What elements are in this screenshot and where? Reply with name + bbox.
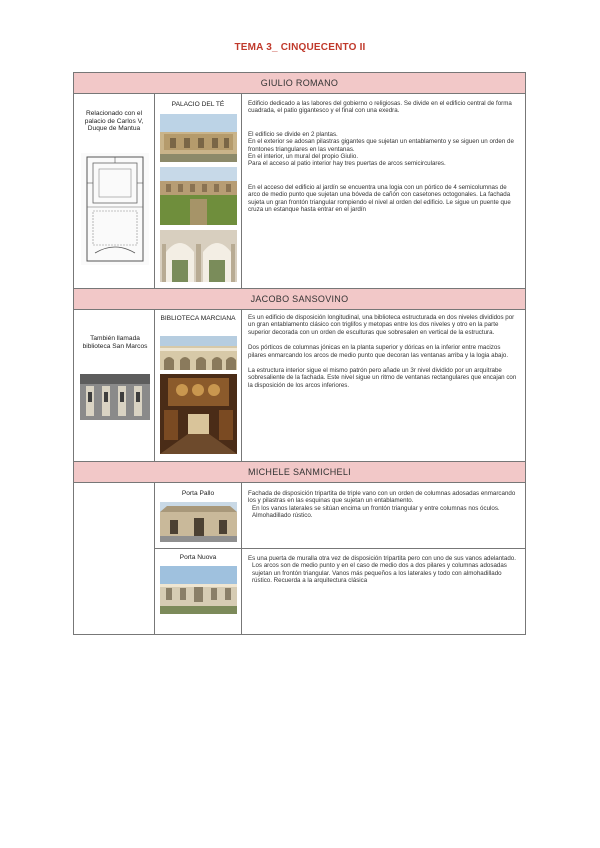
section-header-giulio-romano: GIULIO ROMANO [73, 72, 526, 94]
floor-plan-image [81, 153, 149, 265]
paragraph-porta-nuova-1: Es una puerta de muralla otra vez de disposición tripartita pero con uno de sus vanos adelantado. [248, 555, 516, 562]
courtyard-photo [160, 114, 237, 162]
paragraph-marciana-3: La estructura interior sigue el mismo patrón pero añade un 3r nivel dividido por un arquitrabe sobresaliente de la fachada. Este nivel sigue un ritmo de ventanas rectangulares que encajan con la disposición de los arcos inferiores. [248, 367, 517, 389]
library-interior-photo [160, 374, 237, 454]
paragraph-te-3: En el exterior se adosan pilastras gigantes que sujetan un entablamento y se siguen un orden de frontones triangulares en las ventanas. [248, 138, 514, 153]
building-porta-nuova: Porta Nuova [179, 554, 217, 561]
building-photo [80, 374, 150, 420]
building-porta-pallo: Porta Pallo [181, 490, 215, 497]
side-note-sansovino: También llamada biblioteca San Marcos [82, 335, 148, 350]
paragraph-porta-pallo-1: Fachada de disposición tripartita de triple vano con un orden de columnas adosadas enmarcando los y pilastras en las esquinas que sujetan un entablamento. [248, 490, 516, 505]
building-palacio-del-te: PALACIO DEL TÉ [171, 101, 225, 108]
paragraph-porta-nuova-2: Los arcos son de medio punto y en el caso de medio dos a dos pilares y columnas adosadas sujetan un frontón triangular. Vanos más pequeños a los laterales y todo con almohadillado rústico. Recuerda a la arquitectura clásica [252, 562, 507, 585]
document-title: TEMA 3_ CINQUECENTO II [234, 42, 366, 53]
paragraph-te-2: El edificio se divide en 2 plantas. [248, 130, 338, 138]
gate-photo [160, 502, 237, 542]
section-header-michele-sanmicheli: MICHELE SANMICHELI [73, 461, 526, 483]
building-biblioteca-marciana: BIBLIOTECA MARCIANA [160, 315, 236, 322]
garden-photo [160, 167, 237, 225]
side-note-giulio: Relacionado con el palacio de Carlos V, Duque de Mantua [84, 110, 144, 133]
paragraph-te-1: Edificio dedicado a las labores del gobierno o religiosas. Se divide en el edificio central de forma cuadrada, el patio gigantesco y el final con una exedra. [248, 100, 512, 115]
paragraph-porta-pallo-2: En los vanos laterales se sitúan encima un frontón triangular y entre columnas nos óculos. Almohadillado rústico. [252, 504, 500, 520]
section-header-jacobo-sansovino: JACOBO SANSOVINO [73, 288, 526, 310]
gate-photo [160, 566, 237, 614]
paragraph-te-5: Para el acceso al patio interior hay tres puertas de arcos semicirculares. [248, 160, 446, 168]
loggia-photo [160, 230, 237, 282]
paragraph-te-6: En el acceso del edificio al jardín se encuentra una logia con un pórtico de 4 semicolumnas de arco de medio punto que sujetan una bóveda de cañón con casetones octogonales. La fachada sujeta un gran frontón triangular rompiendo el nivel al orden del edificio. Le sigue un puente que cruza un estanque hasta entrar en el jardín [248, 183, 511, 214]
paragraph-marciana-1: Es un edificio de disposición longitudinal, una biblioteca estructurada en dos niveles divididos por un gran entablamento clásico con triglifos y metopas entre los dos niveles y otro en la parte superior decorada con un orden de esculturas que sobresalen en vertical de la estructura. [248, 314, 515, 336]
facade-photo [160, 336, 237, 370]
paragraph-te-4: En el interior, un mural del propio Giulio. [248, 153, 359, 161]
paragraph-marciana-2: Dos pórticos de columnas jónicas en la planta superior y dóricas en la inferior entre macizos pilares enmarcando los arcos de medio punto que decoran las ventanas arriba y la logia abajo. [248, 344, 509, 359]
